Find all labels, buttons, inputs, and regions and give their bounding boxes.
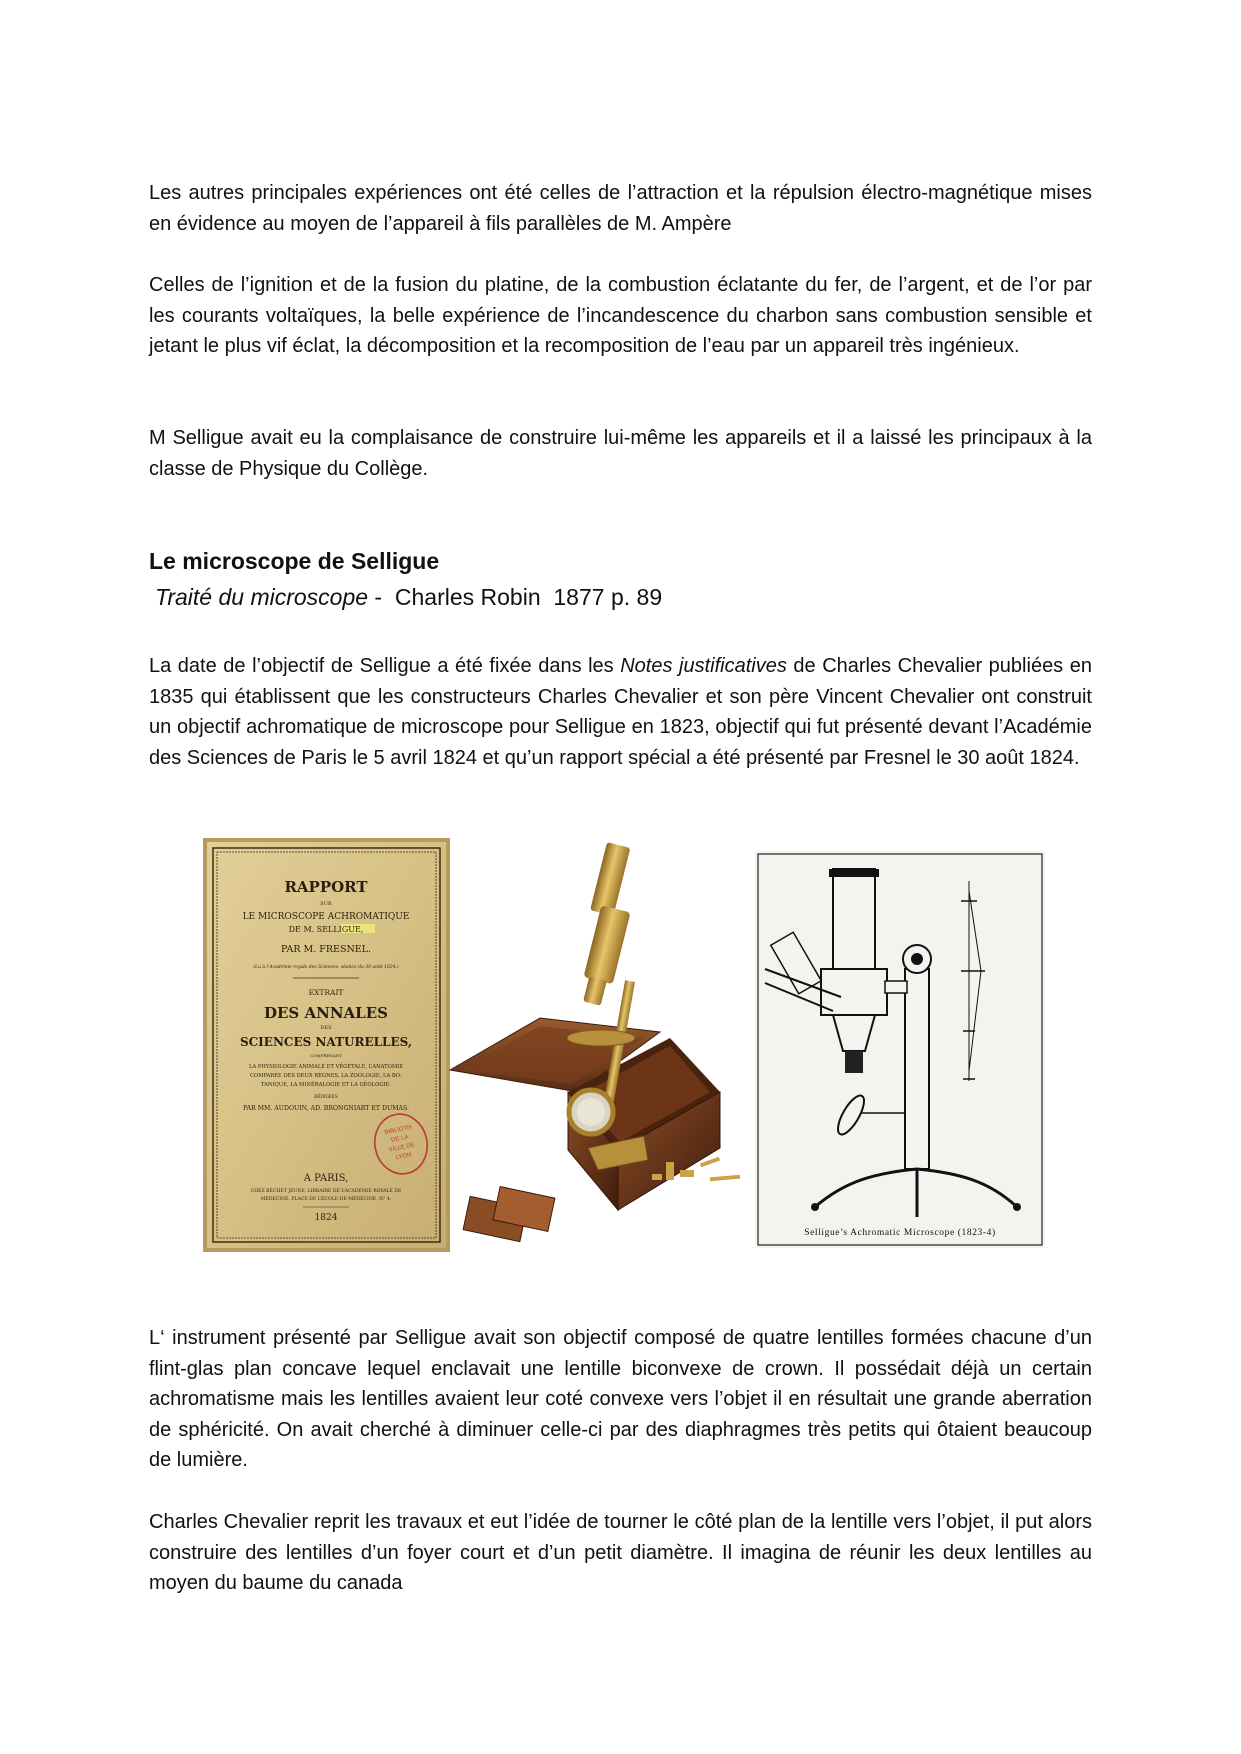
- paragraph-objective-date: [149, 651, 1092, 773]
- section-subheading: [155, 584, 662, 611]
- rapport-line5: PAR M. FRESNEL.: [280, 944, 372, 955]
- rapport-line17: A PARIS,: [303, 1173, 349, 1184]
- p4-text-end: de Charles Chevalier publiées en 1835 qui établissent que les constructeurs Charles Chevalier et son père Vincent Chevalier ont construit un objectif achromatique de microscope pour Selligue en 1823, objectif qui fut présenté devant l’Académie des Sciences de Paris le 5 avril 1824 et qu’un rapport spécial a été présenté par Fresnel le 30 août 1824.: [149, 655, 1092, 769]
- rapport-line2: SUR: [320, 901, 332, 907]
- rapport-line15: RÉDIGÉES: [314, 1094, 338, 1099]
- paragraph-ignition: Celles de l’ignition et de la fusion du platine, de la combustion éclatante du fer, de l’argent, et de l’or par les courants voltaïques, la belle expérience de l’incandescence du charbon sans combustion sensible et jetant le plus vif éclat, la décomposition et la recomposition de l’eau par un appareil très ingénieux.: [149, 274, 1092, 357]
- rapport-line8: DES ANNALES: [263, 1004, 389, 1022]
- rapport-line19: MÉDECINE, PLACE DE L’ÉCOLE-DE-MÉDECINE, N° 4.: [260, 1197, 392, 1202]
- rapport-line14: TANIQUE, LA MINÉRALOGIE ET LA GÉOLOGIE.: [261, 1082, 391, 1088]
- p4-text-start: La date de l’objectif de Selligue a été fixée dans les: [149, 655, 621, 677]
- rapport-line13: COMPARÉE DES DEUX RÈGNES, LA ZOOLOGIE, LA BO-: [250, 1073, 402, 1079]
- rapport-line12: LA PHYSIOLOGIE ANIMALE ET VÉGÉTALE, L’ANATOMIE: [249, 1064, 403, 1070]
- rapport-line1: RAPPORT: [284, 878, 368, 896]
- rapport-line11: COMPRENANT: [310, 1053, 342, 1058]
- rapport-line10: SCIENCES NATURELLES,: [239, 1035, 413, 1049]
- rapport-line20: 1824: [314, 1213, 338, 1223]
- rapport-title-page-image: [203, 838, 450, 1252]
- selligue-microscope-drawing: [755, 851, 1045, 1248]
- subheading-author: - Charles Robin 1877 p. 89: [368, 584, 663, 610]
- stamp-line1: BIBLIOTH: [384, 1124, 413, 1137]
- rapport-line18: CHEZ BÉCHET JEUNE, LIBRAIRE DE L’ACADÉMIE ROYALE DE: [250, 1189, 402, 1194]
- stamp-line3: VILLE DE: [388, 1142, 416, 1154]
- paragraph-ampere: Les autres principales expériences ont été celles de l’attraction et la répulsion électro-magnétique mises en évidence au moyen de l’appareil à fils parallèles de M. Ampère: [149, 182, 1092, 235]
- rapport-line16: PAR MM. AUDOUIN, AD. BRONGNIART ET DUMAS.: [243, 1105, 409, 1112]
- rapport-line9: DES: [320, 1025, 332, 1031]
- rapport-line6: (Lu à l’Académie royale des Sciences, séance du 30 août 1824.): [253, 965, 399, 970]
- paragraph-chevalier: Charles Chevalier reprit les travaux et eut l’idée de tourner le côté plan de la lentille vers l’objet, il put alors construire des lentilles d’un foyer court et d’un petit diamètre. Il imagina de réunir les deux lentilles au moyen du baume du canada: [149, 1511, 1092, 1594]
- drawing-caption: Selligue’s Achromatic Microscope (1823-4): [804, 1228, 996, 1238]
- p4-italic-title: Notes justificatives: [620, 655, 787, 677]
- rapport-line4: DE M. SELLIGUE,: [288, 925, 364, 934]
- stamp-line2: DE LA: [390, 1134, 410, 1144]
- brass-microscope-photo: [448, 830, 760, 1252]
- paragraph-selligue-apparatus: M Selligue avait eu la complaisance de construire lui-même les appareils et il a laissé les principaux à la classe de Physique du Collège.: [149, 427, 1092, 480]
- stamp-line4: LYON: [395, 1152, 413, 1162]
- paragraph-instrument-lenses: L‘ instrument présenté par Selligue avait son objectif composé de quatre lentilles formées chacune d’un flint-glas plan concave lequel enclavait une lentille biconvexe de crown. Il possédait déjà un certain achromatisme mais les lentilles avaient leur coté convexe vers l’objet il en résultait une grande aberration de sphéricité. On avait cherché à diminuer celle-ci par des diaphragmes très petits qui ôtaient beaucoup de lumière.: [149, 1327, 1092, 1471]
- subheading-book-title: Traité du microscope: [155, 584, 369, 610]
- rapport-line3: LE MICROSCOPE ACHROMATIQUE: [242, 912, 410, 922]
- section-heading: Le microscope de Selligue: [149, 548, 440, 574]
- rapport-line7: EXTRAIT: [308, 988, 344, 997]
